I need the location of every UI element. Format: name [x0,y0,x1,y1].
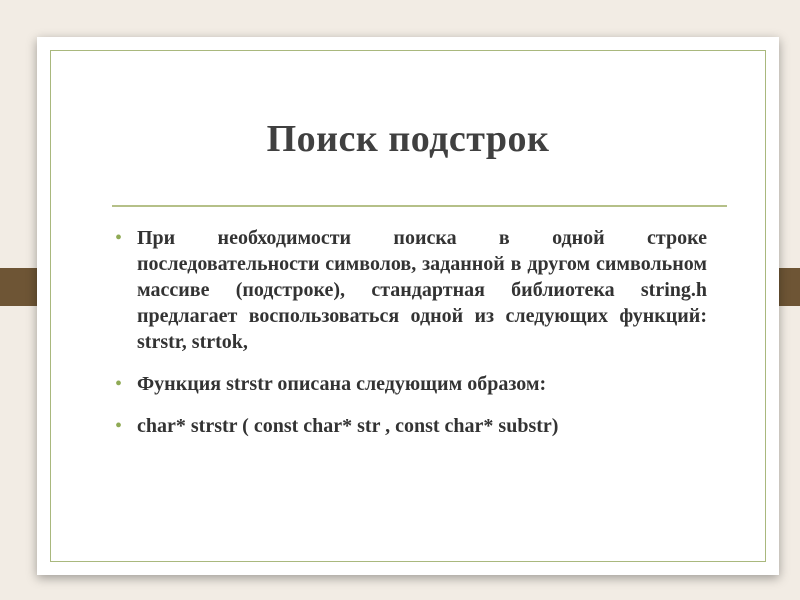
bullet-item [115,371,707,397]
slide-content [115,225,707,455]
slide-title: Поиск подстрок [266,118,550,160]
bullet-item [115,413,707,439]
slide [37,37,779,575]
bullet-icon: • [115,227,123,249]
bullet-icon: • [115,415,123,437]
bullet-item [115,225,707,355]
bullet-text: Функция strstr описана следующим образом: [137,373,547,395]
bullet-text: char* strstr ( const char* str , const char* substr) [137,415,559,437]
bullet-icon: • [115,373,123,395]
bullet-text: При необходимости поиска в одной строке последовательности символов, заданной в другом символьном массиве (подстроке), стандартная библиотека string.h предлагает воспользоваться одной из следующих функций: strstr, strtok, [137,227,707,353]
title-divider [112,205,727,207]
